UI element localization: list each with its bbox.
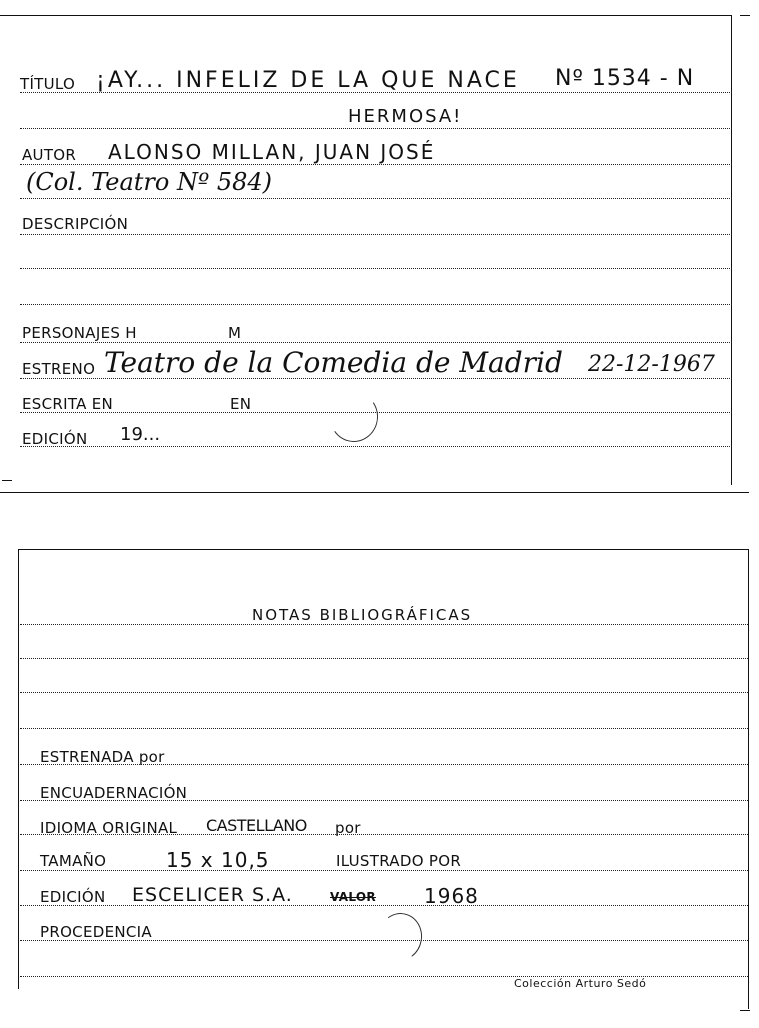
corner-mark	[740, 15, 750, 16]
edicion-line	[20, 446, 732, 447]
blank-line-2	[20, 304, 732, 305]
top-card-left-mark	[2, 480, 12, 481]
personajes-m-label: M	[228, 324, 242, 342]
stamp-mark	[326, 388, 382, 446]
top-card-top-border	[0, 15, 732, 16]
estreno-value: Teatro de la Comedia de Madrid	[104, 346, 563, 379]
titulo-value-line2: HERMOSA!	[348, 106, 463, 127]
valor-label: VALOR	[330, 890, 376, 904]
tamano-value: 15 x 10,5	[166, 848, 270, 872]
estrenada-label: ESTRENADA por	[40, 748, 165, 766]
top-card-bottom-border	[0, 492, 749, 493]
titulo-label: TÍTULO	[20, 75, 76, 93]
personajes-label: PERSONAJES H	[22, 324, 137, 342]
idioma-por-label: por	[335, 819, 361, 837]
estreno-label: ESTRENO	[22, 360, 96, 378]
en-label: EN	[230, 395, 252, 413]
autor-line	[20, 164, 732, 165]
stamp-mark-2	[374, 910, 426, 965]
top-card	[0, 0, 759, 500]
year-value: 1968	[424, 884, 479, 908]
tamano-line	[20, 870, 748, 871]
bottom-card-right-border	[748, 549, 749, 1009]
autor-label: AUTOR	[22, 146, 77, 164]
escrita-en-label: ESCRITA EN	[22, 395, 114, 413]
bottom-card-top-border	[18, 549, 749, 550]
collection-footer: Colección Arturo Sedó	[514, 977, 647, 990]
autor-value: ALONSO MILLAN, JUAN JOSÉ	[108, 140, 436, 164]
ilustrado-label: ILUSTRADO POR	[336, 852, 462, 870]
idioma-label: IDIOMA ORIGINAL	[40, 819, 178, 837]
titulo-value: ¡AY... INFELIZ DE LA QUE NACE	[96, 68, 520, 93]
notas-line-1	[20, 624, 748, 625]
edicion-line-2	[20, 905, 748, 906]
coleccion-note: (Col. Teatro Nº 584)	[26, 168, 273, 196]
procedencia-label: PROCEDENCIA	[40, 923, 152, 941]
editorial-value: ESCELICER S.A.	[132, 884, 293, 906]
coleccion-line	[20, 198, 732, 199]
notas-heading: NOTAS BIBLIOGRÁFICAS	[252, 606, 473, 624]
registro-numero: Nº 1534 - N	[555, 66, 695, 91]
edicion-value: 19...	[120, 424, 161, 445]
blank-line-1	[20, 268, 732, 269]
top-card-right-border	[731, 15, 732, 485]
encuadernacion-label: ENCUADERNACIÓN	[40, 784, 188, 802]
bottom-right-mark	[740, 1010, 750, 1011]
titulo-line-2	[20, 128, 732, 129]
edicion-label-2: EDICIÓN	[40, 888, 106, 906]
notas-line-2	[20, 658, 748, 659]
estreno-date: 22-12-1967	[588, 352, 715, 377]
notas-line-3	[20, 692, 748, 693]
tamano-label: TAMAÑO	[40, 852, 107, 870]
descripcion-line	[20, 234, 732, 235]
notas-line-4	[20, 728, 748, 729]
bottom-card-left-border	[18, 549, 19, 989]
personajes-line	[20, 342, 732, 343]
descripcion-label: DESCRIPCIÓN	[22, 215, 129, 233]
edicion-label: EDICIÓN	[22, 430, 88, 448]
bottom-card	[0, 500, 759, 1028]
idioma-value: CASTELLANO	[206, 816, 307, 835]
